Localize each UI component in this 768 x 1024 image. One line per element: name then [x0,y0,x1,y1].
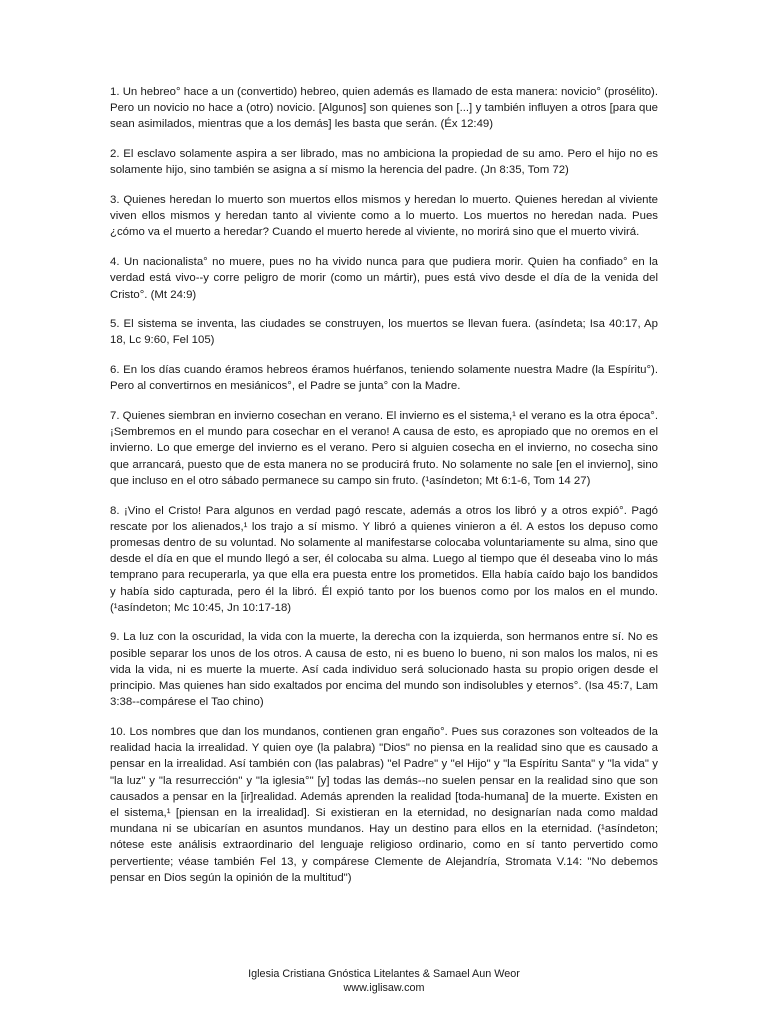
paragraph-8: 8. ¡Vino el Cristo! Para algunos en verdad pagó rescate, además a otros los libró y a otros expió°. Pagó rescate por los alienados,¹ los trajo a sí mismo. Y libró a quienes vinieron a él. A estos los depuso como promesas dentro de su voluntad. No solamente al manifestarse colocaba voluntariamente su alma, sino que desde el día en que el mundo llegó a ser, él colocaba su alma. Luego al tiempo que él deseaba vino lo más temprano para recuperarla, ya que ella era puesta entre los prometidos. Ella había caído bajo los bandidos y había sido capturada, pero él la libró. Él expió tanto por los buenos como por los malos en el mundo. (¹asíndeton; Mc 10:45, Jn 10:17-18) [110,504,658,614]
paragraph-6: 6. En los días cuando éramos hebreos éramos huérfanos, teniendo solamente nuestra Madre (la Espíritu°). Pero al convertirnos en mesiánicos°, el Padre se junta° con la Madre. [110,364,658,393]
document-body [110,84,658,900]
paragraph-3: 3. Quienes heredan lo muerto son muertos ellos mismos y heredan lo muerto. Quienes heredan al viviente viven ellos mismos y heredan tanto al viviente como a lo muerto. Los muertos no heredan nada. Pues ¿cómo va el muerto a heredar? Cuando el muerto herede al viviente, no morirá sino que el muerto vivirá. [110,194,658,239]
footer-organization: Iglesia Cristiana Gnóstica Litelantes & Samael Aun Weor [248,968,520,980]
page-footer [0,968,768,995]
paragraph-7: 7. Quienes siembran en invierno cosechan en verano. El invierno es el sistema,¹ el verano es la otra época°. ¡Sembremos en el mundo para cosechar en el verano! A causa de esto, es apropiado que no oremos en el invierno. Lo que emerge del invierno es el verano. Pero si alguien cosecha en el invierno, no cosecha sino que arrancará, puesto que de esta manera no se producirá fruto. No solamente no sale [en el invierno], sino que incluso en el otro sábado permanece su campo sin fruto. (¹asíndeton; Mt 6:1-6, Tom 14 27) [110,410,658,487]
paragraph-9: 9. La luz con la oscuridad, la vida con la muerte, la derecha con la izquierda, son hermanos entre sí. No es posible separar los unos de los otros. A causa de esto, ni es bueno lo bueno, ni son malos los malos, ni es vida la vida, ni es muerte la muerte. Así cada individuo será solucionado hasta su propio origen desde el principio. Mas quienes han sido exaltados por encima del mundo son indisolubles y eternos°. (Isa 45:7, Lam 3:38--compárese el Tao chino) [110,631,658,709]
paragraph-1: 1. Un hebreo° hace a un (convertido) hebreo, quien además es llamado de esta manera: novicio° (prosélito). Pero un novicio no hace a (otro) novicio. [Algunos] son quienes son [...] y también influyen a otros [para que sean asimilados, mientras que a los demás] les basta que serán. (Éx 12:49) [110,86,658,131]
footer-website: www.iglisaw.com [343,981,425,994]
paragraph-4: 4. Un nacionalista° no muere, pues no ha vivido nunca para que pudiera morir. Quien ha confiado° en la verdad está vivo--y corre peligro de morir (como un mártir), pues está vivo desde el día de la venida del Cristo°. (Mt 24:9) [110,256,658,301]
paragraph-10: 10. Los nombres que dan los mundanos, contienen gran engaño°. Pues sus corazones son volteados de la realidad hacia la irrealidad. Y quien oye (la palabra) "Dios" no piensa en la realidad sino que es causado a pensar en la irrealidad. Así también con (las palabras) "el Padre" y "el Hijo" y "la Espíritu Santa" y "la vida" y "la luz" y "la resurrección" y "la iglesia°" [y] todas las demás--no suelen pensar en la realidad sino que son causados a pensar en la [ir]realidad. Además aprenden la realidad [toda-humana] de la muerte. Existen en el sistema,¹ [piensan en la irrealidad]. Si existieran en la eternidad, no designarían nada como maldad mundana ni se ubicarían en asuntos mundanos. Hay un destino para ellos en la eternidad. (¹asíndeton; nótese este análisis extraordinario del lenguaje religioso ordinario, como en sí tanto pervertido como pervertiente; véase también Fel 13, y compárese Clemente de Alejandría, Stromata V.14: "No debemos pensar en Dios según la opinión de la multitud") [110,726,658,884]
paragraph-2: 2. El esclavo solamente aspira a ser librado, mas no ambiciona la propiedad de su amo. Pero el hijo no es solamente hijo, sino también se asigna a sí mismo la herencia del padre. (Jn 8:35, Tom 72) [110,148,658,177]
paragraph-5: 5. El sistema se inventa, las ciudades se construyen, los muertos se llevan fuera. (asíndeta; Isa 40:17, Ap 18, Lc 9:60, Fel 105) [110,318,658,347]
